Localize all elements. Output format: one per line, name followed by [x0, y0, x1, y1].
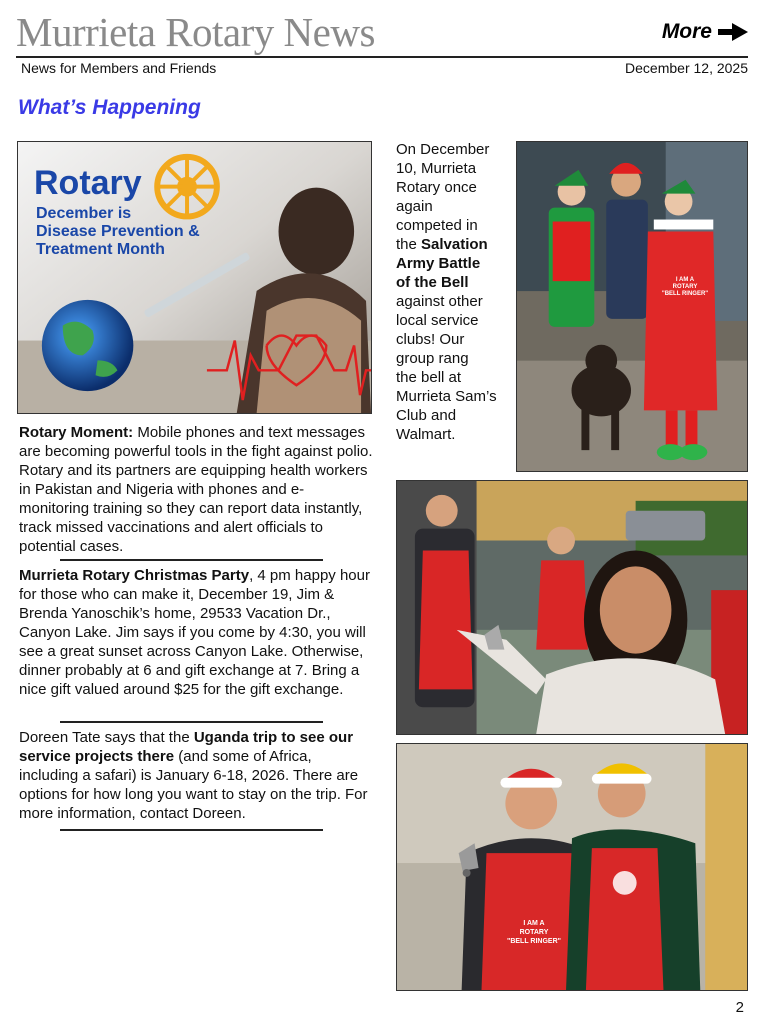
section-title: What’s Happening — [18, 96, 201, 119]
uganda-trip-story: Doreen Tate says that the Uganda trip to see our service projects there (and some of Africa, including a safari) is January 6-18, 2026. There are options for how long you want to stay on the trip. For more information, contact Doreen. — [19, 729, 368, 822]
more-label: More — [661, 20, 712, 43]
rotary-moment-text: Mobile phones and text messages are becoming powerful tools in the fight against polio. Rotary and its partners are equipping health workers in Pakistan and Nigeria with phones and e-monitoring training so they can report data instantly, track missed vaccinations and alert officials to potential cases. — [19, 424, 373, 555]
poster-line2: Disease Prevention & — [36, 223, 200, 240]
poster-brand: Rotary — [34, 164, 142, 202]
separator-1 — [60, 559, 323, 561]
page-number: 2 — [735, 999, 744, 1016]
disease-prevention-poster — [17, 141, 372, 414]
tagline: News for Members and Friends — [21, 60, 217, 76]
christmas-party-story — [19, 566, 373, 699]
header-rule — [16, 56, 748, 58]
separator-3 — [60, 829, 323, 831]
salvation-army-story: On December 10, Murrieta Rotary once again competed in the Salvation Army Battle of the Bell against other local service clubs! Our group rang the bell at Murrieta Sam’s Club and Walmart. — [396, 141, 497, 443]
poster-line3: Treatment Month — [36, 241, 165, 258]
two-bell-ringers-photo — [396, 743, 748, 991]
bell-ringers-elves-photo — [516, 141, 748, 472]
more-link[interactable] — [662, 20, 748, 44]
separator-2 — [60, 721, 323, 723]
uganda-trip-highlight: Uganda trip to see our service projects there — [19, 729, 354, 765]
issue-date: December 12, 2025 — [625, 60, 748, 76]
bell-ringers-storefront-photo — [396, 480, 748, 735]
poster-line1: December is — [36, 205, 132, 222]
apron-text-left: I AM A ROTARY "BELL RINGER" — [507, 920, 561, 945]
apron-text: I AM A ROTARY "BELL RINGER" — [661, 277, 709, 297]
christmas-party-label: Murrieta Rotary Christmas Party — [19, 567, 250, 584]
arrow-right-icon — [718, 23, 748, 41]
rotary-moment-story — [19, 423, 373, 556]
rotary-moment-label: Rotary Moment: — [19, 424, 134, 441]
christmas-party-text: , 4 pm happy hour for those who can make it, December 19, Jim & Brenda Yanoschik’s home, 29533 Vacation Dr., Canyon Lake. Jim says if you come by 4:30, you will see a great sunset across Canyon Lake. Otherwise, dinner probably at 6 and gift exchange at 7. Bring a nice gift valued around $25 for the gift exchange. — [19, 567, 370, 698]
masthead-title: Murrieta Rotary News — [16, 9, 375, 55]
